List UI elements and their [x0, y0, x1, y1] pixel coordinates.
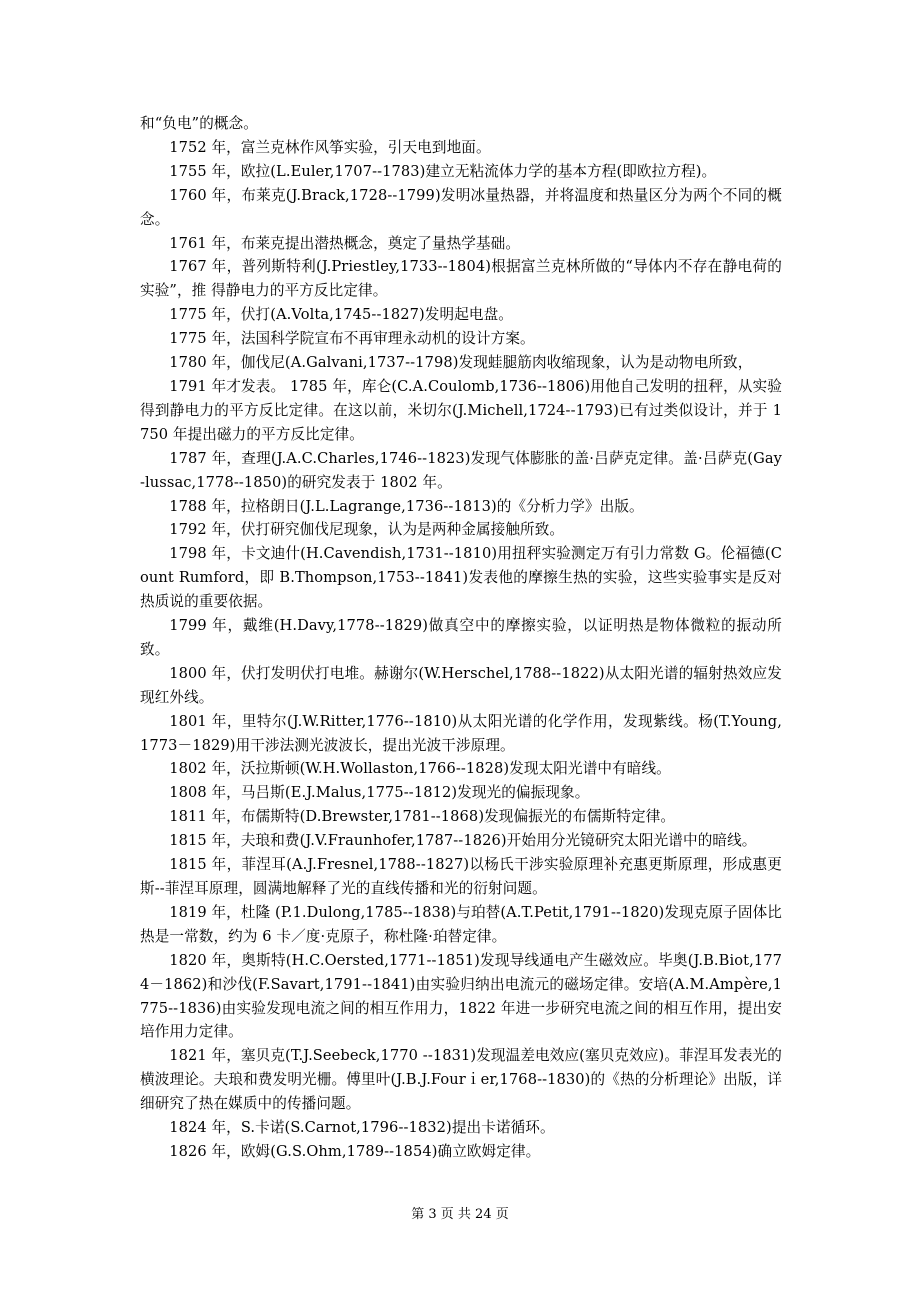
paragraph: 1788 年，拉格朗日(J.L.Lagrange,1736--1813)的《分析力学》出版。 [169, 497, 644, 515]
page-footer [0, 1206, 920, 1224]
paragraph: 1752 年，富兰克林作风筝实验，引天电到地面。 [169, 138, 491, 156]
paragraph: 1819 年，杜隆 (P.1.Dulong,1785--1838)与珀替(A.T.Petit,1791--1820)发现克原子固体比热是一常数，约为 6 卡／度·克原子，称杜隆·珀替定律。 [140, 903, 782, 945]
paragraph: 1761 年，布莱克提出潜热概念，奠定了量热学基础。 [169, 234, 521, 252]
document-body [140, 112, 782, 1164]
paragraph: 1799 年，戴维(H.Davy,1778--1829)做真空中的摩擦实验，以证明热是物体微粒的振动所致。 [140, 617, 782, 658]
paragraph: 1801 年，里特尔(J.W.Ritter,1776--1810)从太阳光谱的化学作用，发现紫线。杨(T.Young,1773－1829)用干涉法测光波波长，提出光波干涉原理。 [140, 712, 782, 754]
paragraph: 1787 年，查理(J.A.C.Charles,1746--1823)发现气体膨胀的盖·吕萨克定律。盖·吕萨克(Gay-lussac,1778--1850)的研究发表于 1802 年。 [140, 449, 782, 491]
paragraph: 1824 年，S.卡诺(S.Carnot,1796--1832)提出卡诺循环。 [169, 1119, 555, 1137]
paragraph: 1808 年，马吕斯(E.J.Malus,1775--1812)发现光的偏振现象。 [169, 784, 590, 802]
paragraph: 1821 年，塞贝克(T.J.Seebeck,1770 --1831)发现温差电效应(塞贝克效应)。菲涅耳发表光的横波理论。夫琅和费发明光栅。傅里叶(J.B.J.Fourｉer,1768--1830)的《热的分析理论》出版，详细研究了热在媒质中的传播问题。 [140, 1047, 782, 1113]
paragraph: 1791 年才发表。 1785 年，库仑(C.A.Coulomb,1736--1806)用他自己发明的扭秤，从实验得到静电力的平方反比定律。在这以前，米切尔(J.Michell,1724--1793)已有过类似设计，并于 1750 年提出磁力的平方反比定律。 [140, 377, 782, 443]
paragraph: 1755 年，欧拉(L.Euler,1707--1783)建立无粘流体力学的基本方程(即欧拉方程)。 [169, 162, 717, 180]
paragraph: 和“负电”的概念。 [140, 115, 258, 132]
paragraph: 1826 年，欧姆(G.S.Ohm,1789--1854)确立欧姆定律。 [169, 1142, 541, 1160]
page-number-label: 第 3 页 共 24 页 [411, 1207, 509, 1222]
paragraph: 1802 年，沃拉斯顿(W.H.Wollaston,1766--1828)发现太阳光谱中有暗线。 [169, 760, 671, 778]
paragraph: 1815 年，夫琅和费(J.V.Fraunhofer,1787--1826)开始用分光镜研究太阳光谱中的暗线。 [169, 832, 757, 850]
paragraph: 1775 年，伏打(A.Volta,1745--1827)发明起电盘。 [169, 306, 513, 324]
paragraph: 1815 年，菲涅耳(A.J.Fresnel,1788--1827)以杨氏干涉实验原理补充惠更斯原理，形成惠更斯--菲涅耳原理，圆满地解释了光的直线传播和光的衍射问题。 [140, 856, 782, 897]
paragraph: 1767 年，普列斯特利(J.Priestley,1733--1804)根据富兰克林所做的“导体内不存在静电荷的实验”，推 得静电力的平方反比定律。 [140, 258, 782, 300]
paragraph: 1800 年，伏打发明伏打电堆。赫谢尔(W.Herschel,1788--1822)从太阳光谱的辐射热效应发现红外线。 [140, 664, 782, 706]
paragraph: 1760 年，布莱克(J.Brack,1728--1799)发明冰量热器，并将温度和热量区分为两个不同的概念。 [140, 186, 782, 228]
paragraph: 1820 年，奥斯特(H.C.Oersted,1771--1851)发现导线通电产生磁效应。毕奥(J.B.Biot,1774－1862)和沙伐(F.Savart,1791--1841)由实验归纳出电流元的磁场定律。安培(A.M.Ampère,1775--1836)由实验发现电流之间的相互作用力，1822 年进一步研究电流之间的相互作用，提出安培作用力定律。 [140, 951, 782, 1041]
paragraph: 1780 年，伽伐尼(A.Galvani,1737--1798)发现蛙腿筋肉收缩现象，认为是动物电所致， [169, 354, 753, 372]
paragraph: 1811 年，布儒斯特(D.Brewster,1781--1868)发现偏振光的布儒斯特定律。 [169, 808, 676, 826]
paragraph: 1798 年，卡文迪什(H.Cavendish,1731--1810)用扭秤实验测定万有引力常数 G。伦福德(Count Rumford，即 B.Thompson,1753--1841)发表他的摩擦生热的实验，这些实验事实是反对热质说的重要依据。 [140, 545, 782, 611]
paragraph: 1775 年，法国科学院宣布不再审理永动机的设计方案。 [169, 330, 535, 348]
paragraph: 1792 年，伏打研究伽伐尼现象，认为是两种金属接触所致。 [169, 521, 565, 539]
